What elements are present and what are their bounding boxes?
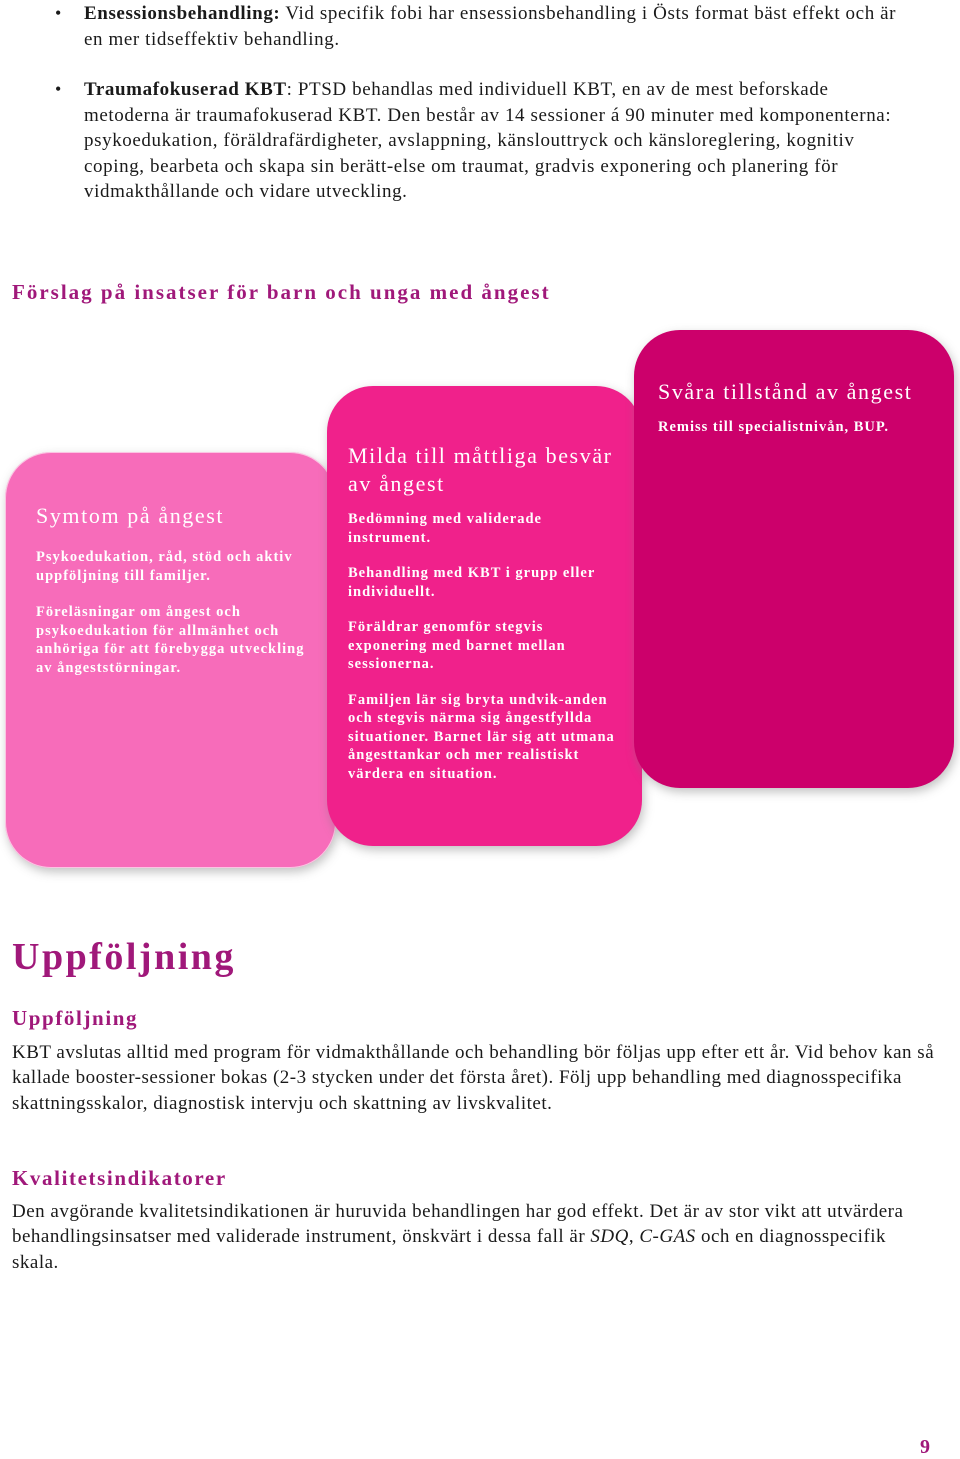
section-heading-kvalitetsindikatorer: Kvalitetsindikatorer bbox=[12, 1166, 227, 1190]
bullet-term: Traumafokuserad KBT bbox=[84, 79, 287, 100]
separator: , bbox=[628, 1226, 640, 1248]
box-item: Föreläsningar om ångest och psykoedukation för allmänhet och anhöriga för att förebygga utveckling av ångeststörningar. bbox=[36, 604, 305, 676]
instrument-sdq: SDQ bbox=[590, 1226, 629, 1248]
bullet-text: Vid specifik fobi har ensessionsbehandling i Östs format bäst effekt och är en mer tidseffektiv behandling. bbox=[84, 3, 897, 50]
section-heading: Förslag på insatser för barn och unga med ångest bbox=[12, 280, 551, 304]
bullet-term: Ensessionsbehandling: bbox=[84, 3, 281, 24]
bullet-text: : PTSD behandlas med individuell KBT, en av de mest beforskade metoderna är traumafokuserad KBT. Den består av 14 sessioner á 90 minuter med komponenterna: psykoedukation, föräldrafärdigheter, avslappning, känslouttryck och känsloreglering, kognitiv coping, bearbeta och skapa sin berätt-else om traumat, gradvis exponering och planering för vidmakthållande och vidare utveckling. bbox=[84, 79, 892, 203]
box-item: Psykoedukation, råd, stöd och aktiv uppföljning till familjer. bbox=[36, 549, 293, 584]
paragraph-text: och en diagnosspecifik skala. bbox=[12, 1226, 887, 1273]
bullet-ensessionsbehandling bbox=[84, 1, 914, 52]
instrument-cgas: C-GAS bbox=[639, 1226, 696, 1248]
paragraph-text: Den avgörande kvalitetsindikationen är huruvida behandlingen har god effekt. Det är av stor vikt att utvärdera behandlingsinsatser med validerade instrument, önskvärt i dessa fall är bbox=[12, 1201, 904, 1248]
box-milda-besvar bbox=[327, 386, 642, 846]
box-svara-tillstand bbox=[634, 330, 954, 788]
paragraph-kvalitetsindikatorer bbox=[12, 1199, 937, 1275]
box-item: Familjen lär sig bryta undvik-anden och stegvis närma sig ångestfyllda situationer. Barnet lär sig att utmana ångesttankar och mer realistiskt värdera en situation. bbox=[348, 691, 615, 782]
box-title: Symtom på ångest bbox=[36, 503, 225, 528]
box-item: Föräldrar genomför stegvis exponering med barnet mellan sessionerna. bbox=[348, 619, 566, 672]
box-title: Svåra tillstånd av ångest bbox=[658, 379, 913, 404]
box-symtom bbox=[5, 452, 336, 868]
bullet-traumafokuserad-kbt bbox=[84, 77, 914, 205]
paragraph-uppfoljning: KBT avslutas alltid med program för vidmakthållande och behandling bör följas upp efter ett år. Vid behov kan så kallade booster-sessioner bokas (2-3 stycken under det första året). Följ upp behandling med diagnosspecifika skattningsskalor, diagnostisk intervju och skattning av livskvalitet. bbox=[12, 1042, 935, 1114]
box-title: Milda till måttliga besvär av ångest bbox=[348, 443, 613, 496]
page-title: Uppföljning bbox=[12, 936, 236, 978]
section-heading-uppfoljning: Uppföljning bbox=[12, 1006, 139, 1030]
page-number: 9 bbox=[920, 1436, 930, 1458]
box-item: Bedömning med validerade instrument. bbox=[348, 511, 542, 546]
box-item: Behandling med KBT i grupp eller individuellt. bbox=[348, 565, 595, 600]
box-item: Remiss till specialistnivån, BUP. bbox=[658, 419, 890, 435]
